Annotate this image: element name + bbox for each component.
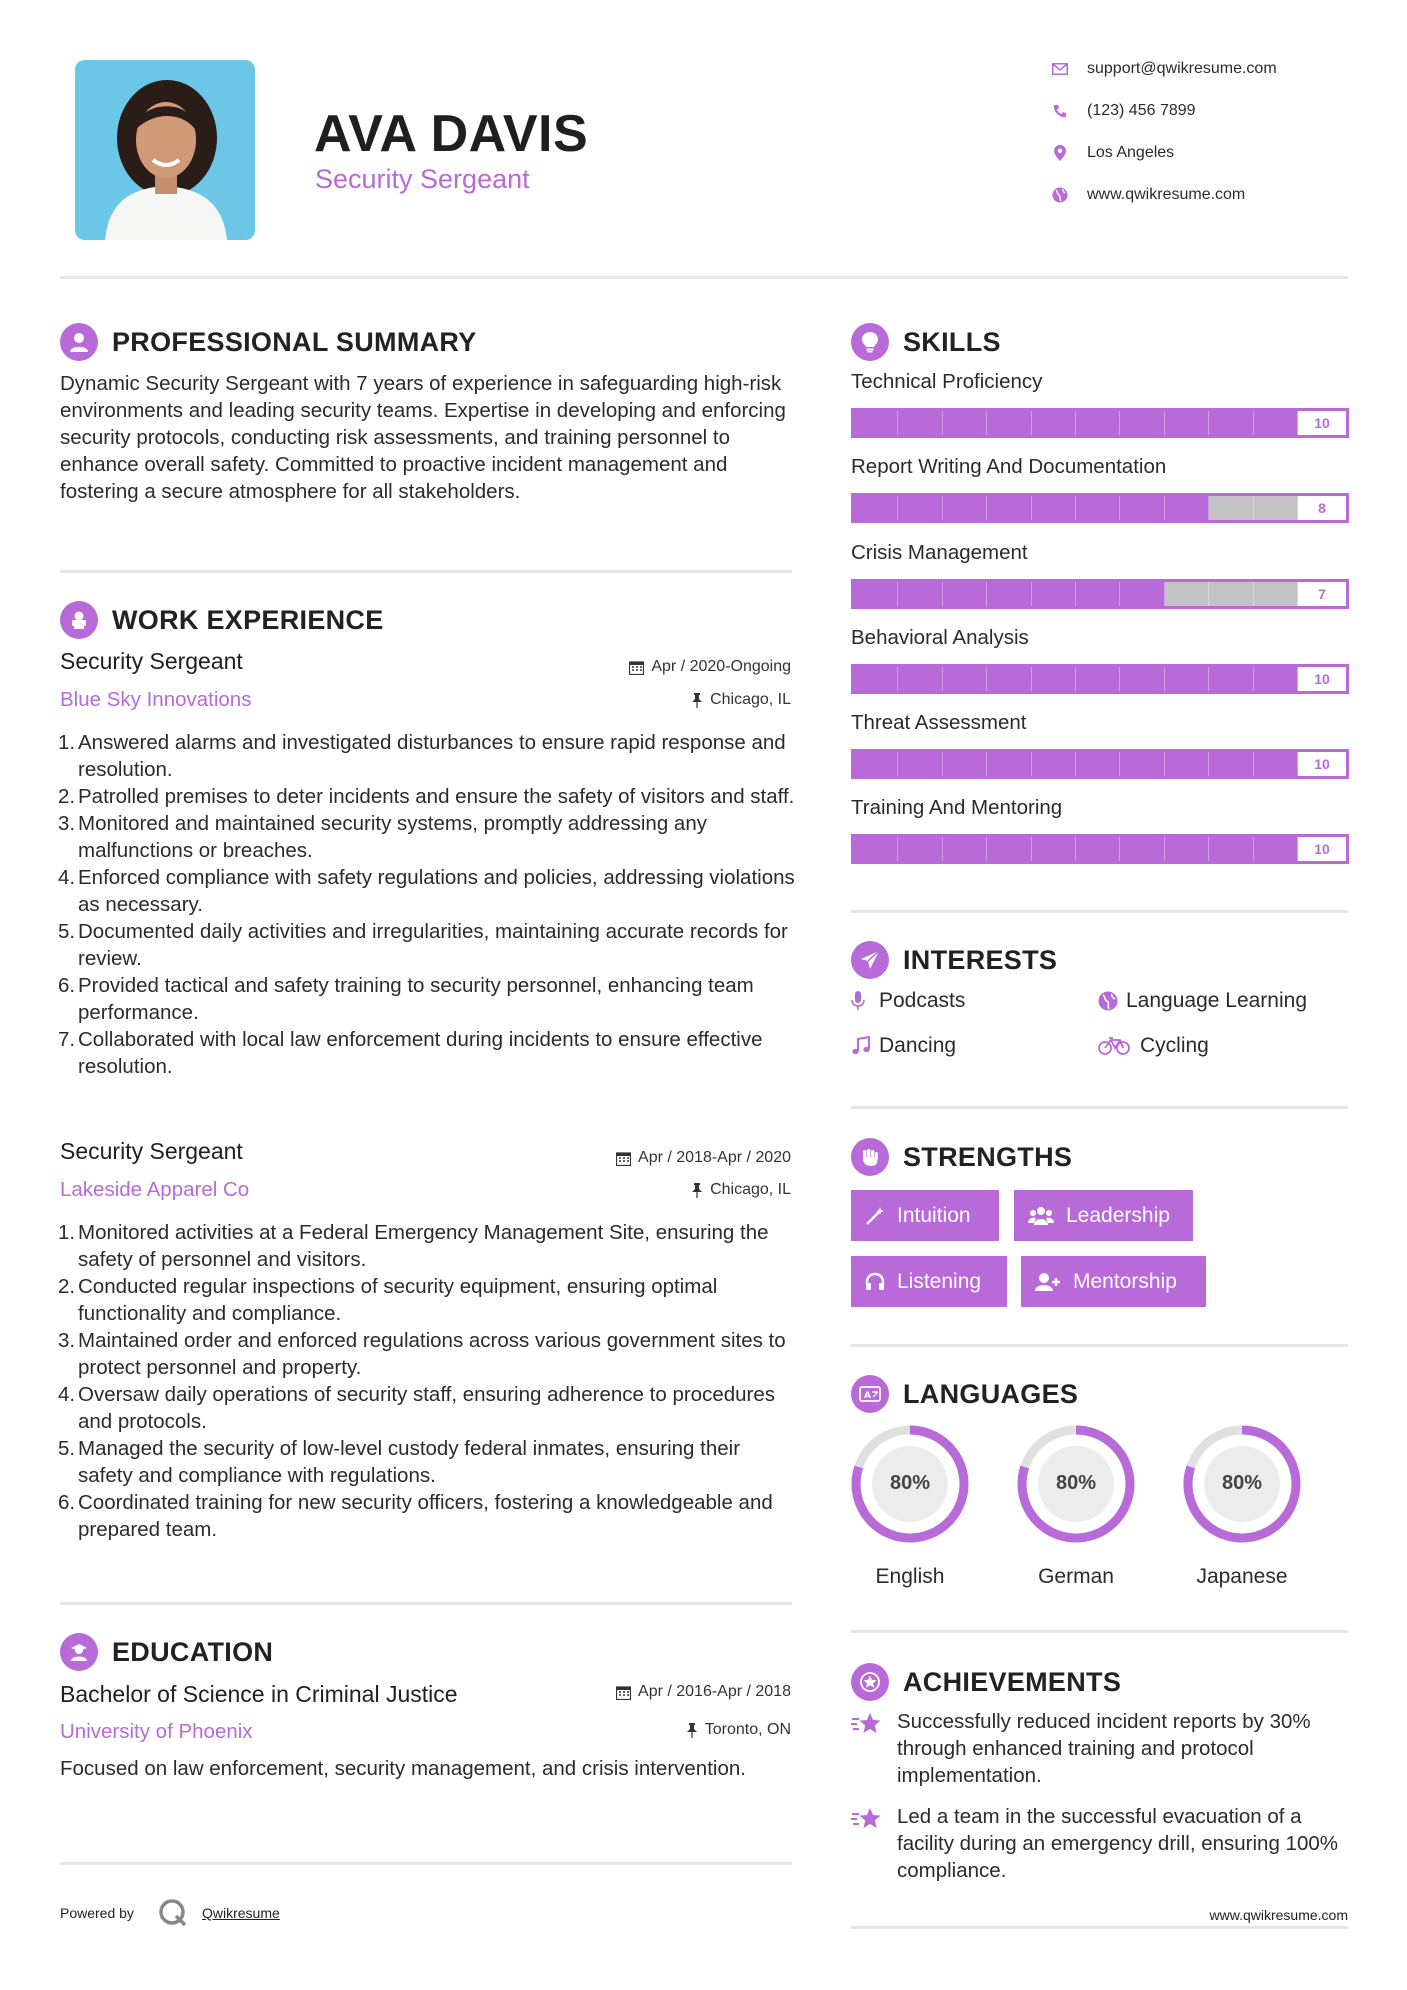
skill-name: Crisis Management [851,541,1028,564]
achievement-item [851,1708,1348,1789]
skill-bar-segment [1165,667,1209,691]
skill-score: 10 [1298,411,1346,435]
skill-bar-segment [898,667,942,691]
company-name: Lakeside Apparel Co [60,1178,250,1201]
skill-bar-segment [1076,752,1120,776]
list-item: Coordinated training for new security officers, fostering a knowledgeable and prepared team. [78,1491,773,1541]
fist-icon [851,1138,889,1176]
job-bullets [60,729,800,1080]
language-percent: 80% [1055,1472,1097,1494]
achievement-item [851,1803,1348,1884]
contact-email[interactable] [1051,58,1277,80]
section-title: SKILLS [903,326,1001,357]
skill-bar-segment [1165,837,1209,861]
skill-bar-segment [1076,667,1120,691]
job-title: Security Sergeant [60,1138,243,1164]
list-item: Conducted regular inspections of security equipment, ensuring optimal functionality and compliance. [78,1275,718,1325]
job-dates-text: Apr / 2018-Apr / 2020 [638,1149,791,1166]
pushpin-icon [686,1723,698,1738]
candidate-name: AVA DAVIS [314,105,589,163]
skill-bar-segment [943,582,987,606]
skill-bar-segment [1032,837,1076,861]
skill-bar-segment [1165,752,1209,776]
skill-bar-segment [987,837,1031,861]
language-percent: 80% [889,1472,931,1494]
headphones-icon [865,1272,885,1292]
list-item: Answered alarms and investigated disturbances to ensure rapid response and resolution. [78,731,786,781]
powered-by-label: Powered by [60,1905,134,1921]
skill-bar-segment [1076,582,1120,606]
skill-bar-segment [943,411,987,435]
education-dates-text: Apr / 2016-Apr / 2018 [638,1683,791,1700]
phone-icon [1051,102,1069,120]
shooting-star-icon [851,1805,883,1838]
footer-website[interactable]: www.qwikresume.com [1209,1907,1348,1923]
section-title: LANGUAGES [903,1378,1079,1409]
skill-bar-segment [1120,837,1164,861]
phone-text[interactable]: (123) 456 7899 [1087,102,1196,119]
list-item: Monitored activities at a Federal Emergency Management Site, ensuring the safety of personnel and visitors. [78,1221,769,1271]
interest-item [851,1034,956,1058]
skill-bar-segment [898,582,942,606]
skill-name: Threat Assessment [851,711,1027,734]
skill-bar-segment [1209,837,1253,861]
skill-bar-segment [943,667,987,691]
language-percent: 80% [1221,1472,1263,1494]
contact-phone[interactable] [1051,100,1196,122]
interest-label: Language Learning [1126,989,1308,1012]
list-item: Collaborated with local law enforcement during incidents to ensure effective resolution. [78,1028,763,1078]
skill-bar-segment [854,496,898,520]
svg-text:A: A [864,1391,871,1401]
language-name: English [875,1565,945,1588]
section-title: PROFESSIONAL SUMMARY [112,326,477,357]
magic-wand-icon [865,1206,885,1226]
language-item [840,1424,980,1589]
section-skills [851,322,1001,362]
brand-link[interactable]: Qwikresume [202,1905,280,1921]
skill-bar-segment [1209,667,1253,691]
language-item [1172,1424,1312,1589]
skill-bar-segment [854,411,898,435]
skill-bar-segment [1254,496,1298,520]
education-dates [616,1683,791,1701]
language-name: Japanese [1196,1565,1288,1588]
lightbulb-icon [851,323,889,361]
language-name: German [1038,1565,1114,1588]
strength-tag [1014,1190,1193,1241]
strength-tag [851,1190,999,1241]
microphone-icon [851,991,875,1011]
skill-bar [851,834,1349,864]
section-divider [851,1344,1348,1347]
section-education [60,1632,273,1672]
section-divider [60,1602,792,1605]
skill-score: 10 [1298,667,1346,691]
strength-label: Mentorship [1073,1269,1177,1293]
skill-bar [851,664,1349,694]
skill-bar-segment [1254,582,1298,606]
job-location-text: Chicago, IL [710,691,791,708]
achievement-text: Led a team in the successful evacuation of a facility during an emergency drill, ensuring 100% compliance. [897,1805,1338,1882]
job-dates-text: Apr / 2020-Ongoing [651,658,791,675]
list-item: Documented daily activities and irregularities, maintaining accurate records for review. [78,920,788,970]
skill-score: 7 [1298,582,1346,606]
section-interests [851,940,1057,980]
section-title: INTERESTS [903,944,1058,975]
list-item: Provided tactical and safety training to security personnel, enhancing team performance. [78,974,754,1024]
section-professional-summary [60,322,477,362]
calendar-icon [629,660,644,675]
interest-item [851,989,965,1013]
education-location-text: Toronto, ON [704,1721,791,1738]
skill-bar-segment [1076,496,1120,520]
skill-bar-segment [898,496,942,520]
strength-label: Leadership [1066,1203,1170,1227]
job-dates [616,1149,791,1167]
section-divider [60,1862,792,1865]
contact-website[interactable] [1051,184,1245,206]
email-text[interactable]: support@qwikresume.com [1087,60,1277,77]
list-item: Maintained order and enforced regulations across various government sites to protect personnel and property. [78,1329,786,1379]
interest-label: Podcasts [879,989,966,1012]
section-title: EDUCATION [112,1636,274,1667]
shooting-star-icon [851,1710,883,1743]
section-languages [851,1374,1078,1414]
skill-bar-segment [854,837,898,861]
skill-name: Training And Mentoring [851,796,1063,819]
section-achievements [851,1662,1121,1702]
skill-bar-segment [1254,752,1298,776]
section-divider [60,570,792,573]
skill-bar-segment [1120,582,1164,606]
school-name: University of Phoenix [60,1720,253,1743]
skill-bar [851,493,1349,523]
skill-bar-segment [943,837,987,861]
list-item: Enforced compliance with safety regulations and policies, addressing violations as necessary. [78,866,795,916]
skill-name: Behavioral Analysis [851,626,1029,649]
section-title: ACHIEVEMENTS [903,1666,1122,1697]
section-work-experience [60,600,384,640]
star-badge-icon [851,1663,889,1701]
strength-tag [1021,1256,1206,1307]
skill-score: 10 [1298,752,1346,776]
section-divider [851,1630,1348,1633]
job-title: Security Sergeant [60,648,243,674]
pushpin-icon [691,693,703,708]
strength-tag [851,1256,1007,1307]
music-note-icon [851,1036,875,1056]
skill-bar-segment [1032,667,1076,691]
job-location [691,691,791,709]
interest-item [1098,1034,1209,1058]
skill-bar-segment [898,837,942,861]
language-icon [851,1375,889,1413]
skill-bar-segment [943,496,987,520]
job-dates [629,658,791,676]
skill-bar-segment [1209,582,1253,606]
skill-name: Report Writing And Documentation [851,455,1167,478]
skill-bar-segment [898,411,942,435]
location-text: Los Angeles [1087,144,1175,161]
candidate-role: Security Sergeant [315,164,530,194]
skill-bar-segment [854,667,898,691]
skill-score: 10 [1298,837,1346,861]
skill-bar [851,749,1349,779]
skill-bar-segment [1120,496,1164,520]
section-title: WORK EXPERIENCE [112,604,384,635]
profile-photo [75,60,255,240]
briefcase-icon [60,601,98,639]
contact-location [1051,142,1174,164]
website-text[interactable]: www.qwikresume.com [1087,186,1246,203]
skill-bar-segment [987,496,1031,520]
skill-bar-segment [1032,496,1076,520]
user-plus-icon [1035,1272,1061,1292]
envelope-icon [1051,60,1069,78]
calendar-icon [616,1685,631,1700]
interest-item [1098,989,1307,1013]
education-description: Focused on law enforcement, security management, and crisis intervention. [60,1757,746,1780]
skill-bar-segment [1032,411,1076,435]
skill-bar-segment [987,582,1031,606]
interest-label: Cycling [1140,1034,1209,1057]
job-bullets [60,1219,800,1543]
skill-bar [851,408,1349,438]
skill-bar-segment [1209,496,1253,520]
section-strengths [851,1137,1072,1177]
paper-plane-icon [851,941,889,979]
skill-bar-segment [854,752,898,776]
summary-text: Dynamic Security Sergeant with 7 years of experience in safeguarding high-risk environments and leading security teams. Expertise in developing and enforcing security protocols, conducting risk assessments, and training personnel to enhance overall safety. Committed to proactive incident management and fostering a secure atmosphere for all stakeholders. [60,372,786,503]
section-title: STRENGTHS [903,1141,1073,1172]
skill-bar-segment [1165,496,1209,520]
user-icon [60,323,98,361]
skill-bar-segment [1120,667,1164,691]
skill-bar-segment [987,667,1031,691]
list-item: Patrolled premises to deter incidents and ensure the safety of visitors and staff. [78,785,795,808]
calendar-icon [616,1151,631,1166]
bicycle-icon [1098,1037,1136,1055]
pushpin-icon [691,1183,703,1198]
skill-bar-segment [898,752,942,776]
skill-bar-segment [1209,752,1253,776]
language-item [1006,1424,1146,1589]
skill-bar-segment [1076,837,1120,861]
skill-bar-segment [1209,411,1253,435]
list-item: Managed the security of low-level custody federal inmates, ensuring their safety and compliance with regulations. [78,1437,741,1487]
list-item: Oversaw daily operations of security staff, ensuring adherence to procedures and protocols. [78,1383,775,1433]
achievement-text: Successfully reduced incident reports by 30% through enhanced training and protocol implementation. [897,1710,1311,1787]
globe-icon [1051,186,1069,204]
skill-bar-segment [1032,752,1076,776]
company-name: Blue Sky Innovations [60,688,252,711]
users-icon [1028,1206,1054,1226]
globe-icon [1098,991,1122,1011]
skill-bar-segment [1254,837,1298,861]
section-divider [851,910,1348,913]
skill-bar-segment [1254,667,1298,691]
footer-divider [851,1926,1348,1929]
skill-bar-segment [1076,411,1120,435]
skill-score: 8 [1298,496,1346,520]
skill-bar-segment [987,411,1031,435]
interest-label: Dancing [879,1034,957,1057]
header-divider [60,276,1348,279]
strength-label: Intuition [897,1203,971,1227]
job-location [691,1181,791,1199]
job-location-text: Chicago, IL [710,1181,791,1198]
skill-name: Technical Proficiency [851,370,1043,393]
strength-label: Listening [897,1269,982,1293]
skill-bar-segment [1165,582,1209,606]
skill-bar-segment [1165,411,1209,435]
qwikresume-logo [158,1898,188,1928]
section-divider [851,1106,1348,1109]
skill-bar-segment [854,582,898,606]
skill-bar-segment [1120,752,1164,776]
degree-title: Bachelor of Science in Criminal Justice [60,1681,458,1707]
list-item: Monitored and maintained security systems, promptly addressing any malfunctions or breaches. [78,812,707,862]
graduation-icon [60,1633,98,1671]
skill-bar-segment [1032,582,1076,606]
skill-bar-segment [1254,411,1298,435]
education-location [686,1721,791,1739]
skill-bar [851,579,1349,609]
skill-bar-segment [987,752,1031,776]
skill-bar-segment [943,752,987,776]
skill-bar-segment [1120,411,1164,435]
map-pin-icon [1051,144,1069,162]
